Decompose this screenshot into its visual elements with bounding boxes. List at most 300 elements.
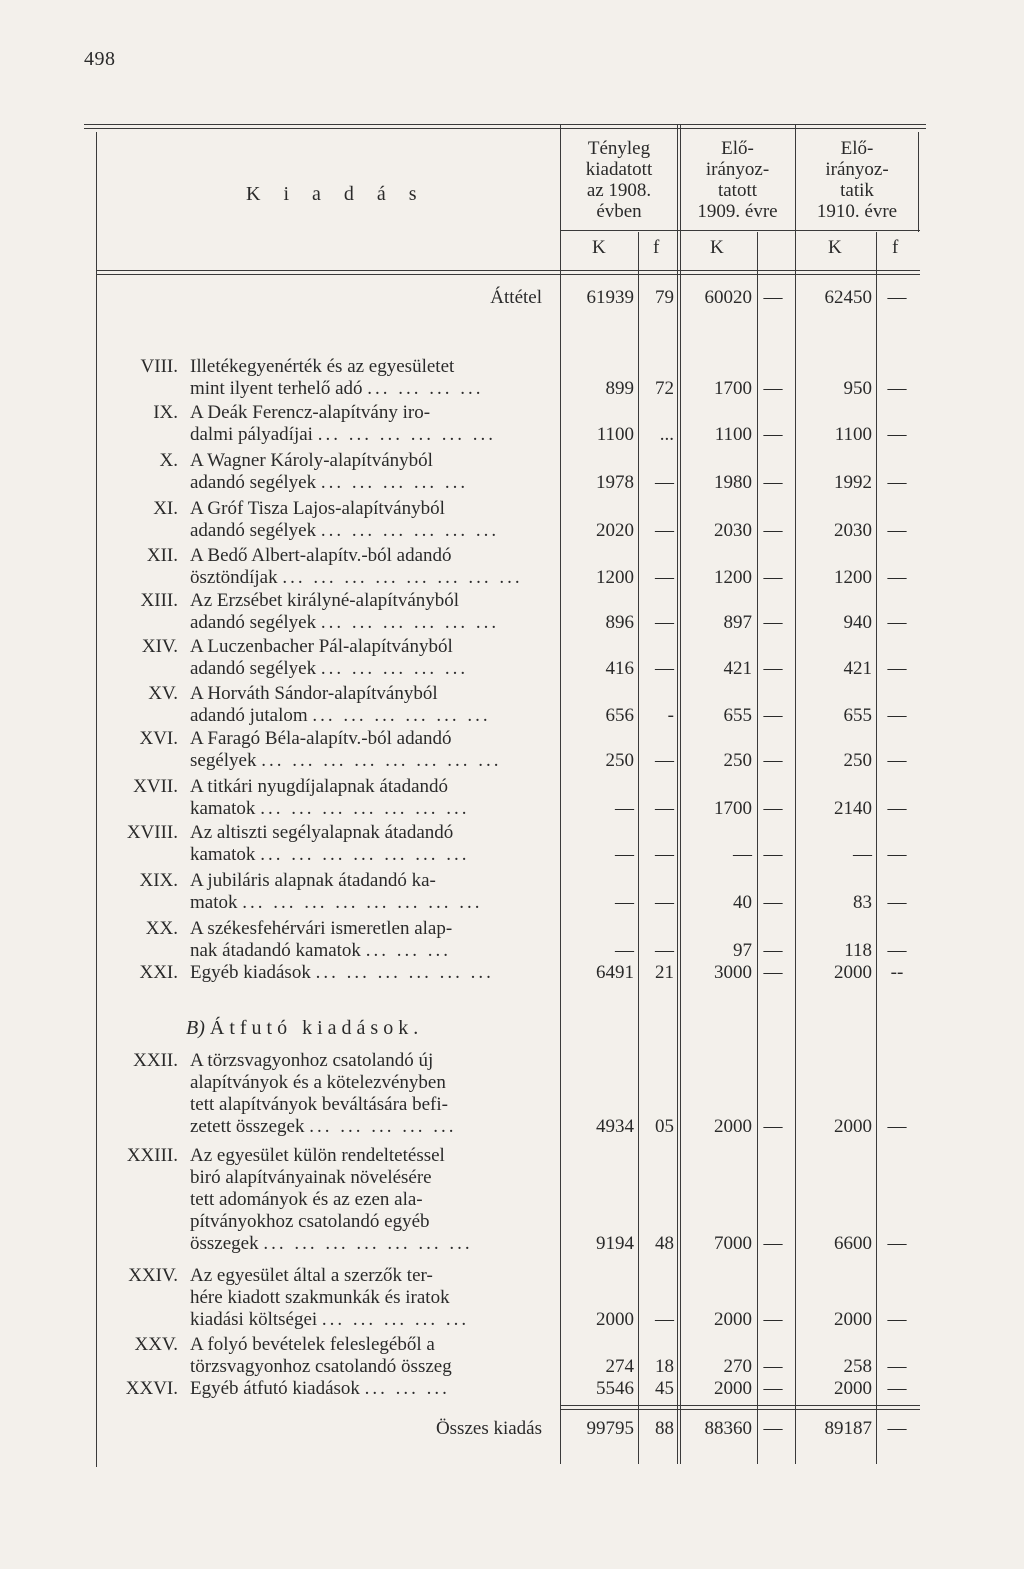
cell-f3: — [887,1356,907,1377]
row-description [190,1050,542,1138]
col1-header-line: Tényleg [587,138,651,159]
cell-k1: 61939 [586,287,634,308]
vrule-col1-f [638,232,639,1464]
vrule-col2-left [677,124,678,1464]
description-text: A Horváth Sándor-alapítványból [190,683,438,704]
cell-f2: — [763,1116,783,1137]
row-number: XII. [146,545,178,566]
attetel-label: Áttétel [490,287,542,308]
description-text: adandó segélyek [190,658,317,679]
description-text: A Gróf Tisza Lajos-alapítványból [190,498,445,519]
cell-f3: — [887,1233,907,1254]
row-description-line [190,918,542,940]
leader-dots: ... ... ... ... ... ... ... [260,798,470,819]
leader-dots: ... ... ... [364,1378,450,1399]
cell-f3: — [887,424,907,445]
description-text: Egyéb átfutó kiadások [190,1378,360,1399]
description-text: tett adományok és az ezen ala- [190,1189,423,1210]
row-number: XXIV. [128,1265,178,1286]
row-description [190,1265,542,1331]
cell-k2: 250 [723,750,752,771]
cell-f1: - [667,705,674,726]
cell-f3: — [887,1116,907,1137]
top-rule-2 [84,128,926,129]
row-number: XVIII. [126,822,178,843]
cell-k3: 2000 [834,1116,872,1137]
description-text: matok [190,892,238,913]
row-number: XIII. [140,590,178,611]
row-description [190,683,542,727]
col3-header [796,138,918,222]
cell-k1: 2000 [596,1309,634,1330]
description-text: tett alapítványok beváltására befi- [190,1094,448,1115]
row-description-line [190,520,542,542]
row-description [190,728,542,772]
cell-f1: — [655,844,674,865]
row-description-line [190,1211,542,1233]
cell-f1: — [655,520,674,541]
cell-k3: 83 [853,892,872,913]
cell-k2: 2000 [714,1378,752,1399]
cell-k2: 2030 [714,520,752,541]
total-k2: 88360 [704,1418,752,1439]
cell-f3: — [887,844,907,865]
cell-k2: 1980 [714,472,752,493]
row-description [190,356,542,400]
cell-f2: — [763,287,783,308]
row-number: XX. [145,918,178,939]
cell-k2: 897 [723,612,752,633]
description-text: adandó segélyek [190,520,317,541]
row-number: XV. [148,683,178,704]
col1-header-line: évben [596,201,642,222]
row-description [190,918,542,962]
cell-k1: 1978 [596,472,634,493]
row-number: XVI. [139,728,178,749]
header-divider [560,230,920,231]
cell-f2: — [763,520,783,541]
row-description-line [190,705,542,727]
row-description-line [190,1334,542,1356]
row-description-line [190,567,542,589]
total-rule-2 [560,1409,920,1410]
row-description-line [190,1356,542,1378]
row-number: XXIII. [126,1145,178,1166]
cell-k2: 7000 [714,1233,752,1254]
unit-k1: K [592,237,606,258]
cell-f3: — [887,1378,907,1399]
row-description-line [190,798,542,820]
cell-f1: 45 [655,1378,674,1399]
cell-f1: 72 [655,378,674,399]
cell-k1: 416 [605,658,634,679]
unit-k3: K [828,237,842,258]
col3-header-line: tatik [840,180,874,201]
leader-dots: ... ... ... [365,940,451,961]
cell-k2: 2000 [714,1309,752,1330]
top-rule [84,124,926,125]
col2-header-line: 1909. évre [697,201,778,222]
cell-f3: — [887,940,907,961]
row-description [190,450,542,494]
leader-dots: ... ... ... ... [367,378,484,399]
header-bottom-rule-2 [96,274,920,275]
row-description [190,1378,542,1400]
row-description [190,402,542,446]
vrule-col3-f [876,232,877,1464]
cell-k1: 5546 [596,1378,634,1399]
row-description [190,636,542,680]
vrule-col3-left [795,124,796,1464]
cell-k3: 2000 [834,1378,872,1399]
row-number: XVII. [133,776,178,797]
cell-f3: — [887,520,907,541]
cell-f2: — [763,844,783,865]
col3-header-line: irányoz- [825,159,889,180]
description-text: Illetékegyenérték és az egyesületet [190,356,455,377]
leader-dots: ... ... ... ... ... [321,1309,470,1330]
cell-f2: — [763,1233,783,1254]
cell-k1: — [615,892,634,913]
right-vrule [918,132,919,232]
description-text: A Luczenbacher Pál-alapítványból [190,636,453,657]
description-text: Egyéb kiadások [190,962,311,983]
description-text: A Faragó Béla-alapítv.-ból adandó [190,728,452,749]
section-b-letter: B) [186,1017,205,1039]
section-b-title: Átfutó kiadások. [209,1017,424,1039]
description-text: A Bedő Albert-alapítv.-ból adandó [190,545,452,566]
row-number: XIX. [139,870,178,891]
cell-k1: 2020 [596,520,634,541]
cell-f3: -- [890,962,904,983]
leader-dots: ... ... ... ... ... ... [320,612,500,633]
leader-dots: ... ... ... ... ... [320,658,469,679]
description-text: pítványokhoz csatolandó egyéb [190,1211,430,1232]
cell-f3: — [887,798,907,819]
cell-k2: 270 [723,1356,752,1377]
description-text: A székesfehérvári ismeretlen alap- [190,918,453,939]
row-description-line [190,472,542,494]
cell-k1: 4934 [596,1116,634,1137]
cell-f1: — [655,892,674,913]
description-text: Az egyesület által a szerzők ter- [190,1265,433,1286]
cell-k3: 118 [844,940,872,961]
left-vrule [96,132,97,1467]
description-text: zetett összegek [190,1116,305,1137]
cell-f1: — [655,612,674,633]
description-text: A jubiláris alapnak átadandó ka- [190,870,436,891]
cell-f2: — [763,472,783,493]
row-description-line [190,728,542,750]
cell-f1: 79 [655,287,674,308]
description-text: Az egyesület külön rendeltetéssel [190,1145,445,1166]
cell-k2: 3000 [714,962,752,983]
cell-k2: 2000 [714,1116,752,1137]
leader-dots: ... ... ... ... ... ... [320,520,500,541]
leader-dots: ... ... ... ... ... [309,1116,457,1137]
cell-f2: — [763,1378,783,1399]
description-text: mint ilyent terhelő adó [190,378,363,399]
row-number: XXII. [133,1050,178,1071]
cell-k2: — [733,844,752,865]
description-text: A Deák Ferencz-alapítvány iro- [190,402,431,423]
col2-header-line: irányoz- [705,159,770,180]
row-description-line [190,683,542,705]
cell-f1: — [655,567,674,588]
row-description [190,545,542,589]
cell-f3: — [887,472,907,493]
description-text: adandó segélyek [190,612,317,633]
total-label: Összes kiadás [435,1418,542,1439]
cell-k3: 1100 [834,424,872,445]
cell-k3: 655 [843,705,872,726]
cell-k1: 250 [605,750,634,771]
row-description-line [190,590,542,612]
row-description [190,1145,542,1255]
row-description-line [190,1265,542,1287]
cell-k3: 2030 [834,520,872,541]
leader-dots: ... ... ... ... ... ... ... ... [282,567,523,588]
cell-k1: 1100 [596,424,634,445]
cell-f1: — [655,750,674,771]
col3-header-line: Elő- [840,138,874,159]
row-description [190,822,542,866]
cell-f3: — [887,892,907,913]
cell-f2: — [763,424,783,445]
cell-f3: — [887,378,907,399]
cell-k3: 2000 [834,962,872,983]
cell-k3: 258 [843,1356,872,1377]
cell-f3: — [887,612,907,633]
row-description-line [190,940,542,962]
leader-dots: ... ... ... ... ... ... ... ... [242,892,483,913]
col2-header-line: tatott [717,180,758,201]
row-description-line [190,658,542,680]
cell-k2: 1200 [714,567,752,588]
cell-k3: 250 [843,750,872,771]
col3-header-line: 1910. évre [816,201,898,222]
row-description-line [190,356,542,378]
cell-k1: 6491 [596,962,634,983]
cell-k2: 40 [733,892,752,913]
cell-k2: 1100 [714,424,752,445]
cell-k3: — [853,844,872,865]
description-text: dalmi pályadíjai [190,424,313,445]
row-number: XXV. [134,1334,178,1355]
cell-f3: — [887,1309,907,1330]
row-description-line [190,636,542,658]
description-text: Az Erzsébet királyné-alapítványból [190,590,460,611]
row-description-line [190,1378,542,1400]
row-number: XXVI. [125,1378,178,1399]
col2-header-line: Elő- [721,138,754,159]
cell-k3: 940 [843,612,872,633]
total-rule [560,1405,920,1406]
leader-dots: ... ... ... ... ... ... [315,962,494,983]
cell-k3: 62450 [824,287,872,308]
section-b-heading [186,1017,423,1040]
cell-f2: — [763,798,783,819]
cell-k2: 97 [733,940,752,961]
row-description-line [190,1116,542,1138]
row-description-line [190,545,542,567]
unit-k2: K [710,237,724,258]
cell-f2: — [763,378,783,399]
row-description-line [190,870,542,892]
row-description-line [190,750,542,772]
description-text: hére kiadott szakmunkák és iratok [190,1287,450,1308]
leader-dots: ... ... ... ... ... ... ... [260,844,470,865]
leader-dots: ... ... ... ... ... [320,472,469,493]
row-description [190,590,542,634]
row-description-line [190,1145,542,1167]
row-description-line [190,1287,542,1309]
leader-dots: ... ... ... ... ... ... [317,424,496,445]
row-description-line [190,378,542,400]
leader-dots: ... ... ... ... ... ... [312,705,491,726]
cell-f1: 18 [655,1356,674,1377]
col1-header-line: az 1908. [586,180,652,201]
total-k1: 99795 [586,1418,634,1439]
cell-k1: — [615,844,634,865]
cell-f2: — [763,1356,783,1377]
row-description-line [190,498,542,520]
row-description-line [190,424,542,446]
description-text: A folyó bevételek feleslegéből a [190,1334,435,1355]
cell-f2: — [763,892,783,913]
cell-f2: — [763,612,783,633]
row-description-line [190,450,542,472]
row-description-line [190,962,542,984]
cell-f1: ... [659,424,674,445]
cell-k2: 421 [723,658,752,679]
cell-f3: — [887,658,907,679]
row-description [190,1334,542,1378]
total-k3: 89187 [824,1418,872,1439]
cell-k3: 950 [843,378,872,399]
description-text: A titkári nyugdíjalapnak átadandó [190,776,449,797]
cell-f3: — [887,705,907,726]
description-text: alapítványok és a kötelezvényben [190,1072,446,1093]
description-text: adandó jutalom [190,705,308,726]
cell-k3: 1200 [834,567,872,588]
unit-f1: f [653,237,660,258]
row-description-line [190,1167,542,1189]
col1-header-line: kiadatott [585,159,653,180]
cell-k3: 421 [843,658,872,679]
row-description-line [190,1189,542,1211]
description-text: kiadási költségei [190,1309,318,1330]
row-description [190,498,542,542]
row-description [190,962,542,984]
row-number: X. [159,450,178,471]
cell-f2: — [763,567,783,588]
row-description-line [190,844,542,866]
cell-k1: 656 [605,705,634,726]
cell-k1: 274 [605,1356,634,1377]
cell-f3: — [887,567,907,588]
description-text: A törzsvagyonhoz csatolandó új [190,1050,434,1071]
description-text: adandó segélyek [190,472,317,493]
cell-f1: — [655,940,674,961]
description-text: A Wagner Károly-alapítványból [190,450,433,471]
row-description-line [190,822,542,844]
leader-dots: ... ... ... ... ... ... ... ... [261,750,502,771]
cell-f1: 21 [655,962,674,983]
cell-k2: 60020 [704,287,752,308]
row-description-line [190,402,542,424]
row-description-line [190,776,542,798]
cell-f1: — [655,472,674,493]
cell-k3: 2140 [834,798,872,819]
total-f1: 88 [655,1418,674,1439]
total-f2: — [763,1418,783,1439]
row-description-line [190,892,542,914]
row-number: XIV. [141,636,178,657]
description-text: ösztöndíjak [190,567,278,588]
cell-f2: — [763,1309,783,1330]
cell-f2: — [763,750,783,771]
cell-f2: — [763,962,783,983]
cell-f3: — [887,287,907,308]
cell-k3: 1992 [834,472,872,493]
unit-f3: f [892,237,899,258]
cell-f2: — [763,658,783,679]
cell-k1: 1200 [596,567,634,588]
cell-k1: — [615,940,634,961]
kiadas-heading: K i a d á s [246,183,426,205]
description-text: segélyek [190,750,257,771]
description-text: biró alapítványainak növelésére [190,1167,432,1188]
cell-f2: — [763,940,783,961]
row-number: XI. [153,498,178,519]
description-text: nak átadandó kamatok [190,940,361,961]
row-number: VIII. [140,356,178,377]
row-description [190,776,542,820]
cell-k3: 6600 [834,1233,872,1254]
description-text: Az altiszti segélyalapnak átadandó [190,822,454,843]
row-description [190,870,542,914]
vrule-col1-left [560,124,561,1464]
description-text: összegek [190,1233,259,1254]
header-bottom-rule [96,270,920,271]
description-text: kamatok [190,798,256,819]
cell-k1: — [615,798,634,819]
row-description-line [190,1233,542,1255]
cell-f1: 05 [655,1116,674,1137]
cell-k2: 1700 [714,798,752,819]
total-f3: — [887,1418,907,1439]
cell-f1: — [655,798,674,819]
row-description-line [190,1309,542,1331]
row-description-line [190,1072,542,1094]
cell-f2: — [763,705,783,726]
cell-f3: — [887,750,907,771]
row-number: XXI. [139,962,178,983]
cell-k1: 896 [605,612,634,633]
description-text: kamatok [190,844,256,865]
cell-f1: 48 [655,1233,674,1254]
row-number: IX. [153,402,178,423]
cell-f1: — [655,1309,674,1330]
cell-k3: 2000 [834,1309,872,1330]
description-text: törzsvagyonhoz csatolandó összeg [190,1356,452,1377]
row-description-line [190,612,542,634]
cell-k1: 899 [605,378,634,399]
cell-k2: 1700 [714,378,752,399]
col1-header [560,138,678,222]
cell-f1: — [655,658,674,679]
